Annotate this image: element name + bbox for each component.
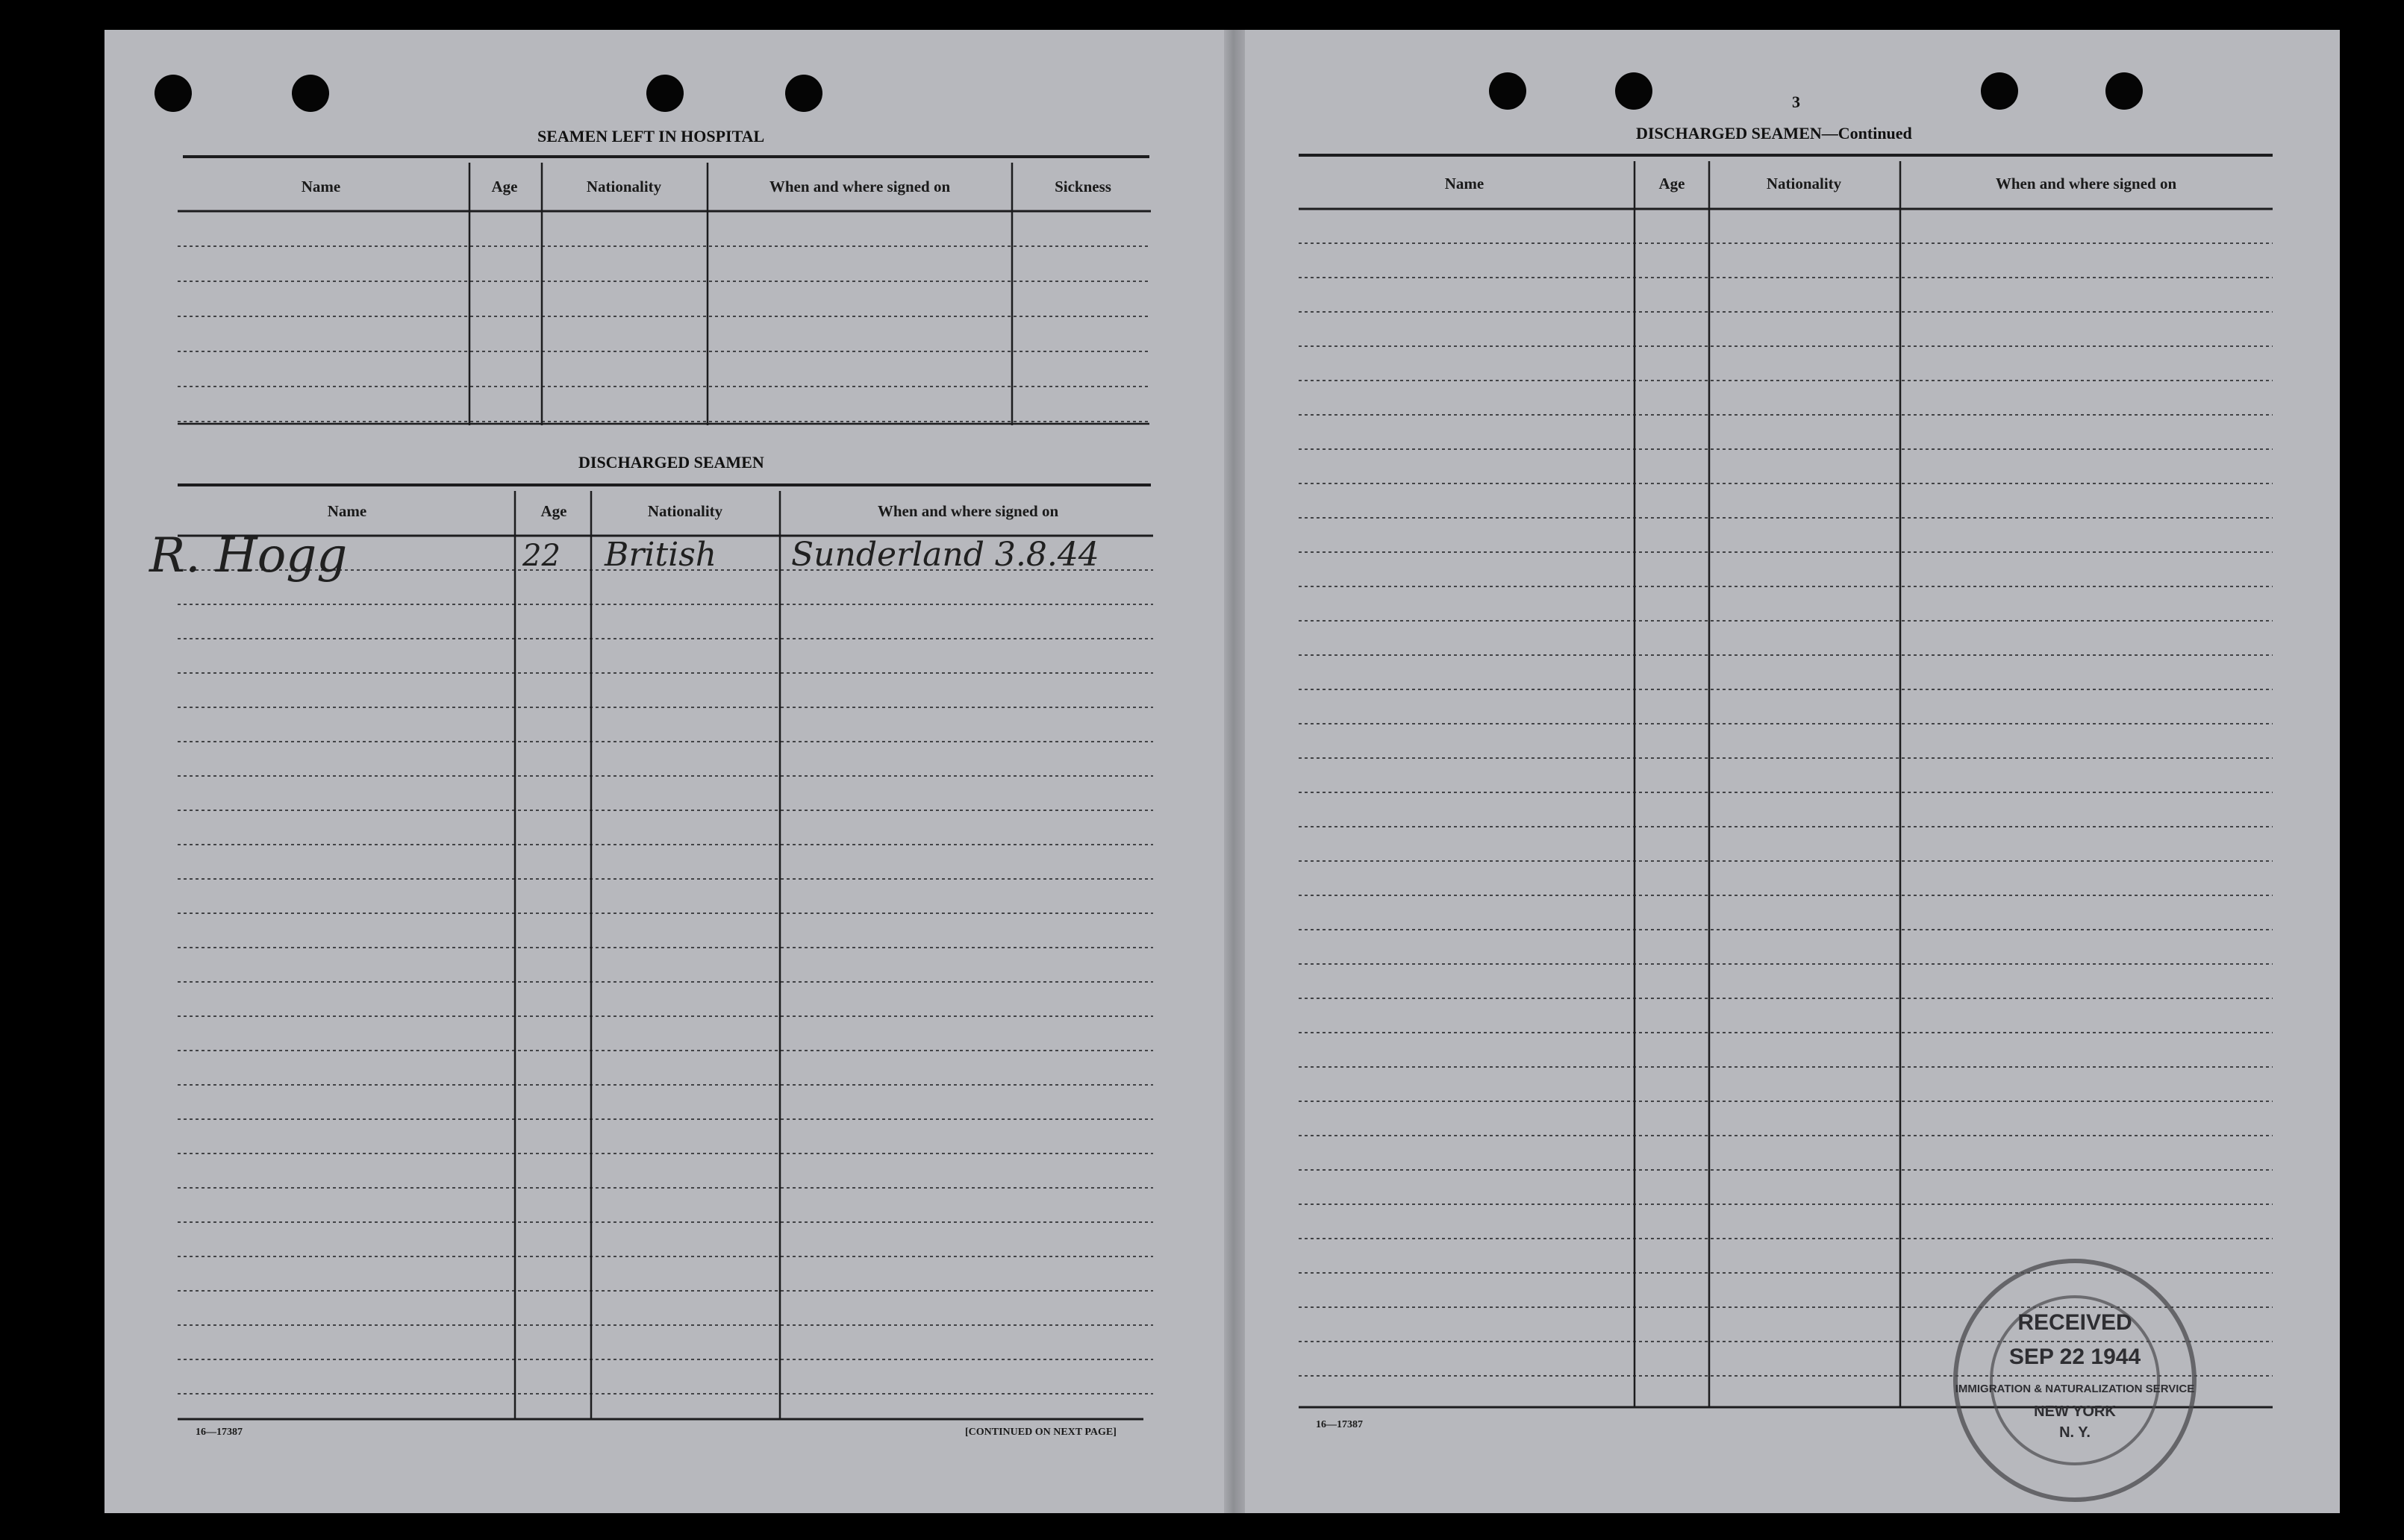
hospital-table-title: SEAMEN LEFT IN HOSPITAL bbox=[537, 127, 765, 145]
right-form-number: 16—17387 bbox=[1316, 1419, 1363, 1430]
discharged-continued-title: DISCHARGED SEAMEN—Continued bbox=[1636, 124, 1912, 143]
page-number: 3 bbox=[1792, 93, 1800, 111]
left-form-number: 16—17387 bbox=[196, 1427, 243, 1438]
hospital-header-nationality: Nationality bbox=[586, 178, 662, 195]
entry-nationality: British bbox=[605, 536, 717, 574]
entry-age: 22 bbox=[522, 539, 561, 573]
stamp-date-text: SEP 22 1944 bbox=[2008, 1345, 2141, 1369]
received-stamp bbox=[1941, 1253, 2209, 1507]
continued-header-signed-on: When and where signed on bbox=[1995, 175, 2177, 192]
discharged-header-signed-on: When and where signed on bbox=[877, 502, 1059, 520]
discharged-table-title: DISCHARGED SEAMEN bbox=[578, 453, 764, 472]
stamp-received-text: RECEIVED bbox=[2017, 1310, 2132, 1335]
discharged-header-nationality: Nationality bbox=[647, 502, 723, 520]
discharged-header-age: Age bbox=[540, 502, 567, 520]
hospital-header-name: Name bbox=[301, 178, 341, 195]
continued-note: [CONTINUED ON NEXT PAGE] bbox=[965, 1427, 1117, 1438]
hospital-header-sickness: Sickness bbox=[1055, 178, 1111, 195]
continued-header-age: Age bbox=[1658, 175, 1685, 192]
continued-header-name: Name bbox=[1444, 175, 1484, 192]
entry-signed-on: Sunderland 3.8.44 bbox=[791, 536, 1099, 574]
continued-header-nationality: Nationality bbox=[1766, 175, 1842, 192]
hospital-header-signed-on: When and where signed on bbox=[769, 178, 951, 195]
stamp-state-text: N. Y. bbox=[2059, 1424, 2091, 1441]
stamp-city-text: NEW YORK bbox=[2034, 1403, 2116, 1420]
entry-name: R. Hogg bbox=[149, 528, 348, 583]
stamp-agency-text: IMMIGRATION & NATURALIZATION SERVICE bbox=[1955, 1383, 2195, 1395]
discharged-header-name: Name bbox=[327, 502, 367, 520]
hospital-header-age: Age bbox=[491, 178, 518, 195]
